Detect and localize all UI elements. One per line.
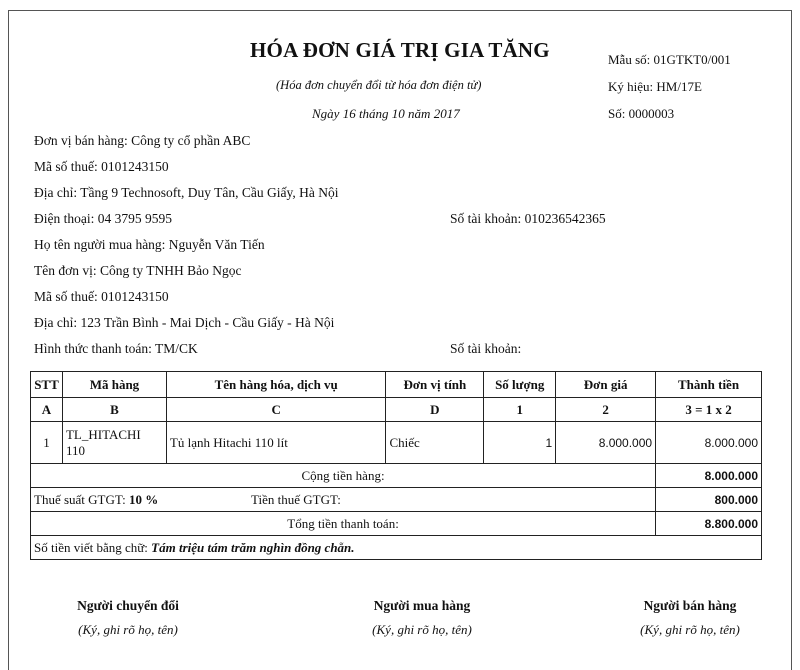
signature-converter-note: (Ký, ghi rõ họ, tên) xyxy=(78,622,178,637)
total-value: 8.800.000 xyxy=(656,512,762,536)
letter-b: B xyxy=(62,398,166,422)
items-table xyxy=(30,371,762,560)
buyer-unit: Tên đơn vị: Công ty TNHH Bảo Ngọc xyxy=(34,263,242,278)
letter-2: 2 xyxy=(556,398,656,422)
buyer-tax-code: Mã số thuế: 0101243150 xyxy=(34,289,169,304)
header-price: Đơn giá xyxy=(556,372,656,398)
row-code: TL_HITACHI 110 xyxy=(62,422,166,464)
payment-method: Hình thức thanh toán: TM/CK xyxy=(34,341,198,356)
header-stt: STT xyxy=(31,372,63,398)
seller-phone: Điện thoại: 04 3795 9595 xyxy=(34,211,172,226)
total-row xyxy=(31,512,762,536)
table-letter-row xyxy=(31,398,762,422)
buyer-name: Họ tên người mua hàng: Nguyễn Văn Tiến xyxy=(34,237,265,252)
vat-rate-label: Thuế suất GTGT: xyxy=(34,491,126,507)
signature-buyer-title: Người mua hàng xyxy=(373,598,471,613)
vat-row xyxy=(31,488,762,512)
words-value: Tám triệu tám trăm nghìn đồng chẵn. xyxy=(151,539,355,555)
invoice-title: HÓA ĐƠN GIÁ TRỊ GIA TĂNG xyxy=(250,38,550,62)
signature-buyer xyxy=(322,598,522,638)
row-name: Tủ lạnh Hitachi 110 lít xyxy=(166,422,386,464)
invoice-number: Số: 0000003 xyxy=(608,106,675,121)
seller-address: Địa chỉ: Tầng 9 Technosoft, Duy Tân, Cầu Giấy, Hà Nội xyxy=(34,185,339,200)
header-amount: Thành tiền xyxy=(656,372,762,398)
signature-seller-title: Người bán hàng xyxy=(643,598,737,613)
seller-account: Số tài khoản: 010236542365 xyxy=(450,211,606,226)
total-label: Tổng tiền thanh toán: xyxy=(31,512,656,536)
row-qty: 1 xyxy=(484,422,556,464)
vat-amount-label: Tiền thuế GTGT: xyxy=(251,492,341,507)
invoice-symbol: Ký hiệu: HM/17E xyxy=(608,79,702,94)
table-header-row xyxy=(31,372,762,398)
signature-seller-note: (Ký, ghi rõ họ, tên) xyxy=(640,622,740,637)
signature-buyer-note: (Ký, ghi rõ họ, tên) xyxy=(372,622,472,637)
table-row xyxy=(31,422,762,464)
header-unit: Đơn vị tính xyxy=(386,372,484,398)
vat-value: 800.000 xyxy=(656,488,762,512)
vat-cell xyxy=(31,488,656,512)
row-amount: 8.000.000 xyxy=(656,422,762,464)
seller-tax-code: Mã số thuế: 0101243150 xyxy=(34,159,169,174)
subtotal-row xyxy=(31,464,762,488)
letter-d: D xyxy=(386,398,484,422)
letter-c: C xyxy=(166,398,386,422)
letter-a: A xyxy=(31,398,63,422)
header-code: Mã hàng xyxy=(62,372,166,398)
header-name: Tên hàng hóa, dịch vụ xyxy=(166,372,386,398)
vat-rate-value: 10 % xyxy=(129,491,159,507)
row-price: 8.000.000 xyxy=(556,422,656,464)
seller-name: Đơn vị bán hàng: Công ty cổ phần ABC xyxy=(34,133,251,148)
row-stt: 1 xyxy=(31,422,63,464)
letter-1: 1 xyxy=(484,398,556,422)
buyer-account: Số tài khoản: xyxy=(450,341,522,356)
letter-3: 3 = 1 x 2 xyxy=(656,398,762,422)
header-qty: Số lượng xyxy=(484,372,556,398)
invoice-date: Ngày 16 tháng 10 năm 2017 xyxy=(312,106,460,121)
words-row xyxy=(31,536,762,560)
invoice-subtitle: (Hóa đơn chuyển đổi từ hóa đơn điện tử) xyxy=(276,78,482,92)
signature-converter xyxy=(28,598,228,638)
subtotal-label: Cộng tiền hàng: xyxy=(31,464,656,488)
words-label: Số tiền viết bằng chữ: xyxy=(34,539,148,555)
subtotal-value: 8.000.000 xyxy=(656,464,762,488)
words-cell xyxy=(31,536,762,560)
signature-seller xyxy=(590,598,790,638)
signature-converter-title: Người chuyển đổi xyxy=(77,598,179,613)
row-unit: Chiếc xyxy=(386,422,484,464)
form-number: Mẫu số: 01GTKT0/001 xyxy=(608,52,731,67)
buyer-address: Địa chỉ: 123 Trần Bình - Mai Dịch - Cầu Giấy - Hà Nội xyxy=(34,315,335,330)
